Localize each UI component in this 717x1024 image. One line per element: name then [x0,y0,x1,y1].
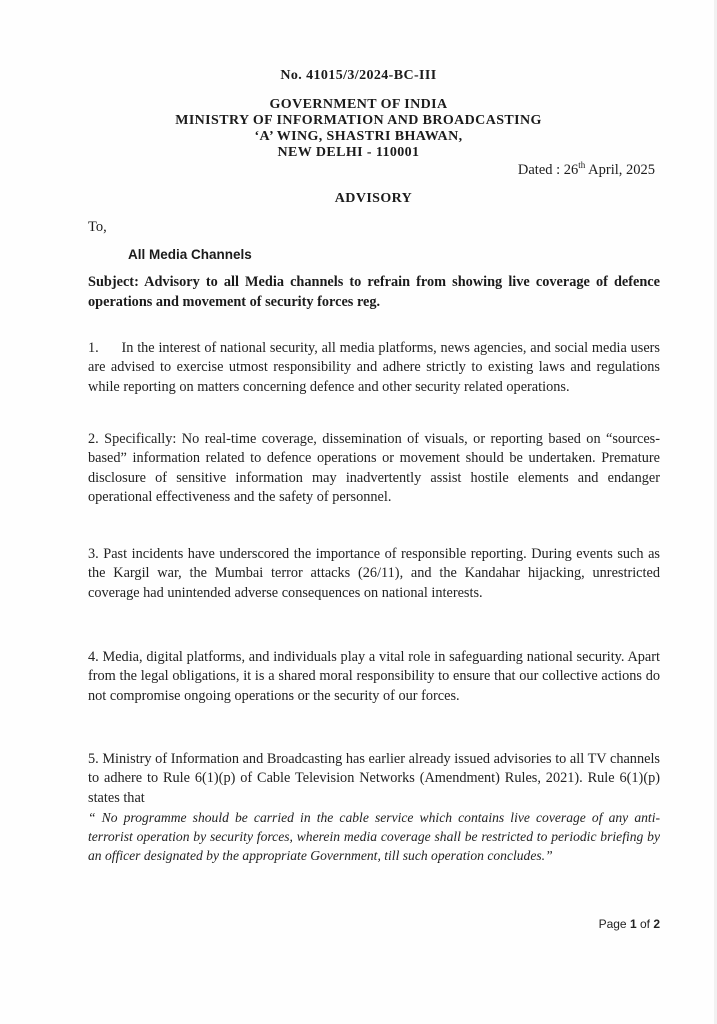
page-of-label: of [636,917,654,931]
subject-line: Subject: Advisory to all Media channels to refrain from showing live coverage of defence operations and movement of security forces reg. [88,274,660,310]
rule-quotation: “ No programme should be carried in the cable service which contains live coverage of any anti-terrorist operation by security forces, wherein media coverage shall be restricted to periodic briefing by an officer designated by the appropriate Government, till such operation concludes.” [88,810,660,864]
salutation: To, [88,219,107,235]
paragraph-5: 5. Ministry of Information and Broadcasting has earlier already issued advisories to all TV channels to adhere to Rule 6(1)(p) of Cable Television Networks (Amendment) Rules, 2021). Rule 6(1)(p) states that [88,751,660,806]
government-heading: GOVERNMENT OF INDIA [269,97,448,112]
page-number [599,917,660,931]
paragraph-1: 1. In the interest of national security, all media platforms, news agencies, and social media users are advised to exercise utmost responsibility and adhere strictly to existing laws and regulations while reporting on matters concerning defence and other security related operations. [88,340,664,395]
date-rest: April, 2025 [585,161,655,178]
page-total: 2 [653,917,660,931]
page-current: 1 [629,917,637,931]
address-line-2: NEW DELHI - 110001 [277,145,420,160]
page-label: Page [598,917,630,931]
reference-number: No. 41015/3/2024-BC-III [280,68,437,83]
paragraph-2: 2. Specifically: No real-time coverage, dissemination of visuals, or reporting based on “sources-based” information related to defence operations or movement should be undertaken. Premature disclosure of sensitive information may inadvertently assist hostile elements and endanger operational effectiveness and the safety of personnel. [88,431,660,505]
paragraph-4: 4. Media, digital platforms, and individuals play a vital role in safeguarding national security. Apart from the legal obligations, it is a shared moral responsibility to ensure that our collective actions do not compromise ongoing operations or the security of our forces. [88,649,660,704]
document-title: ADVISORY [334,191,413,206]
date-ordinal: th [578,160,586,170]
paragraph-3: 3. Past incidents have underscored the importance of responsible reporting. During events such as the Kargil war, the Mumbai terror attacks (26/11), and the Kandahar hijacking, unrestricted coverage had unintended adverse consequences on national interests. [88,546,660,601]
addressee: All Media Channels [128,247,252,262]
document-date [518,160,655,179]
ministry-heading: MINISTRY OF INFORMATION AND BROADCASTING [175,113,542,128]
date-prefix: Dated : 26 [517,161,579,178]
address-line-1: ‘A’ WING, SHASTRI BHAWAN, [254,129,463,144]
